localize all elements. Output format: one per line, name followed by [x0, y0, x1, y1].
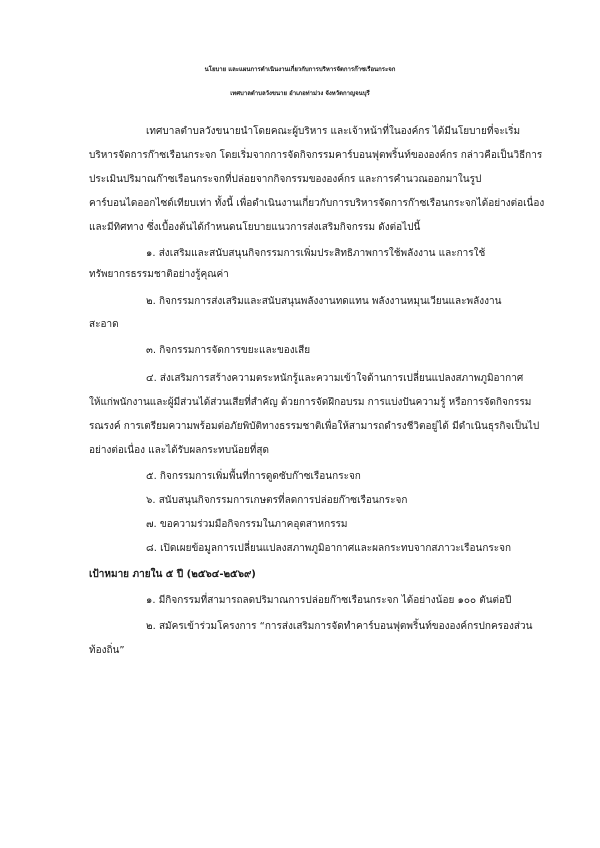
policy-item-4-cont: อย่างต่อเนื่อง และได้รับผลกระทบน้อยที่สุด: [89, 445, 269, 456]
target-item-1: ๑. มีกิจกรรมที่สามารถลดปริมาณการปล่อยก๊าซเรือนกระจก ได้อย่างน้อย ๑๐๐ ตันต่อปี: [146, 595, 512, 606]
policy-item-1-cont: ทรัพยากรธรรมชาติอย่างรู้คุณค่า: [89, 269, 229, 280]
target-heading: เป้าหมาย ภายใน ๕ ปี (๒๕๖๔-๒๕๖๙): [89, 569, 256, 580]
document-title-line-2: เทศบาลตำบลวังขนาย อำเภอท่าม่วง จังหวัดกาญจนบุรี: [230, 90, 370, 97]
target-item-2-cont: ท้องถิ่น”: [89, 645, 125, 656]
policy-item-6: ๖. สนับสนุนกิจกรรมการเกษตรที่ลดการปล่อยก๊าซเรือนกระจก: [146, 495, 408, 506]
policy-item-4-cont: รณรงค์ การเตรียมความพร้อมต่อภัยพิบัติทางธรรมชาติเพื่อให้สามารถดำรงชีวิตอยู่ได้ มีดำเนินธุรกิจเป็นไป: [89, 421, 540, 432]
intro-line: คาร์บอนไดออกไซด์เทียบเท่า ทั้งนี้ เพื่อดำเนินงานเกี่ยวกับการบริหารจัดการก๊าซเรือนกระจกได้อย่างต่อเนื่อง: [89, 198, 545, 209]
intro-line: เทศบาลตำบลวังขนายนำโดยคณะผู้บริหาร และเจ้าหน้าที่ในองค์กร ได้มีนโยบายที่จะเริ่ม: [146, 126, 521, 137]
policy-item-7: ๗. ขอความร่วมมือกิจกรรมในภาคอุตสาหกรรม: [146, 519, 348, 530]
policy-item-4-cont: ให้แก่พนักงานและผู้มีส่วนได้ส่วนเสียที่สำคัญ ด้วยการจัดฝึกอบรม การแบ่งปันความรู้ หรือการจัดกิจกรรม: [89, 397, 532, 408]
intro-line: และมีทิศทาง ซึ่งเบื้องต้นได้กำหนดนโยบายแนวการส่งเสริมกิจกรรม ดังต่อไปนี้: [89, 222, 421, 233]
policy-item-2-cont: สะอาด: [89, 319, 119, 330]
intro-line: ประเมินปริมาณก๊าซเรือนกระจกที่ปล่อยจากกิจกรรมขององค์กร และการคำนวณออกมาในรูป: [89, 174, 482, 185]
policy-item-8: ๘. เปิดเผยข้อมูลการเปลี่ยนแปลงสภาพภูมิอากาศและผลกระทบจากสภาวะเรือนกระจก: [146, 543, 512, 554]
policy-item-2: ๒. กิจกรรมการส่งเสริมและสนับสนุนพลังงานทดแทน พลังงานหมุนเวียนและพลังงาน: [146, 296, 502, 307]
document-title-line-1: นโยบาย และแผนการดำเนินงานเกี่ยวกับการบริหารจัดการก๊าซเรือนกระจก: [204, 66, 396, 73]
target-item-2: ๒. สมัครเข้าร่วมโครงการ “การส่งเสริมการจัดทำคาร์บอนฟุตพริ้นท์ขององค์กรปกครองส่วน: [146, 621, 533, 632]
intro-line: บริหารจัดการก๊าซเรือนกระจก โดยเริ่มจากการจัดกิจกรรมคาร์บอนฟุตพริ้นท์ขององค์กร กล่าวคือเป็นวิธีการ: [89, 150, 543, 161]
policy-item-1: ๑. ส่งเสริมและสนับสนุนกิจกรรมการเพิ่มประสิทธิภาพการใช้พลังงาน และการใช้: [146, 248, 486, 259]
policy-item-5: ๕. กิจกรรมการเพิ่มพื้นที่การดูดซับก๊าซเรือนกระจก: [146, 471, 361, 482]
policy-item-4: ๔. ส่งเสริมการสร้างความตระหนักรู้และความเข้าใจด้านการเปลี่ยนแปลงสภาพภูมิอากาศ: [146, 373, 524, 384]
policy-item-3: ๓. กิจกรรมการจัดการขยะและของเสีย: [146, 345, 311, 356]
